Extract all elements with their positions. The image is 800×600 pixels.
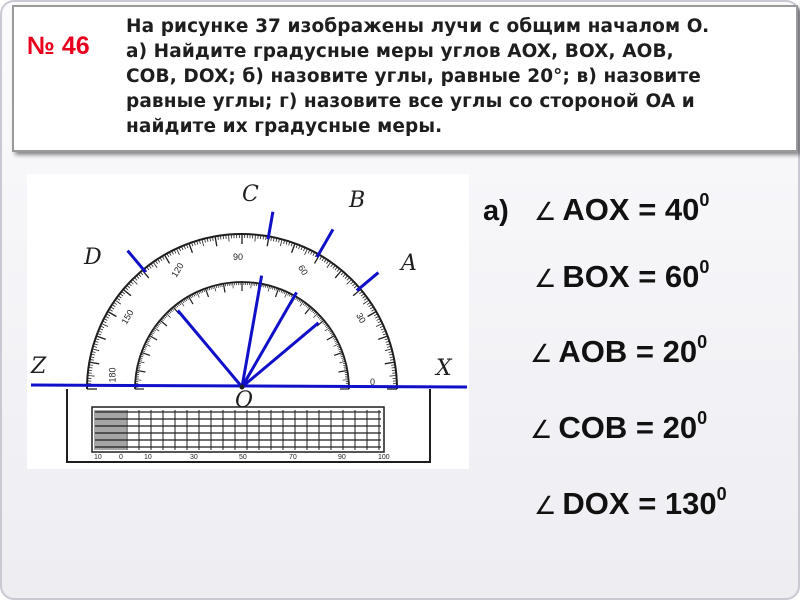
outer-tick	[351, 281, 354, 284]
label-c: C	[242, 182, 259, 207]
inner-tick	[312, 309, 314, 311]
protractor-drawing	[27, 174, 469, 469]
problem-text	[126, 14, 791, 139]
outer-tick	[112, 305, 115, 307]
outer-tick	[92, 349, 99, 351]
inner-tick	[314, 312, 316, 314]
problem-line-4: равные углы; г) назовите все углы со стороной OA и	[126, 91, 695, 112]
outer-tick	[367, 302, 370, 304]
problem-line-3: COB, DOX; б) назовите углы, равные 20°; в) назовите	[126, 66, 701, 87]
outer-tick	[149, 265, 151, 268]
outer-tick	[120, 294, 123, 296]
outer-tick	[361, 294, 364, 296]
label-x: X	[436, 356, 452, 381]
problem-line-2: а) Найдите градусные меры углов AOX, BOX, AOB,	[126, 41, 674, 62]
ruler-num-3: 10	[144, 454, 152, 461]
problem-line-5: найдите их градусные меры.	[126, 116, 443, 137]
outer-tick	[385, 349, 392, 351]
angle-icon: ∠	[530, 339, 553, 368]
label-d: D	[84, 245, 102, 270]
outer-tick	[263, 236, 264, 240]
problem-number: № 46	[27, 32, 90, 60]
outer-tick	[341, 272, 344, 275]
part-a-label: а)	[483, 195, 509, 227]
label-z: Z	[31, 354, 47, 379]
ruler-num-7: 90	[338, 454, 346, 461]
inner-tick	[320, 319, 322, 321]
outer-tick	[354, 285, 357, 288]
protractor-num-180: 180	[107, 367, 118, 383]
outer-tick	[331, 264, 333, 267]
problem-line-1: На рисунке 37 изображены лучи с общим началом O.	[126, 16, 710, 37]
outer-tick	[123, 289, 131, 295]
ray-d-inner	[178, 311, 242, 387]
label-b: B	[349, 188, 366, 213]
inner-tick	[317, 315, 319, 317]
outer-tick	[347, 278, 350, 281]
inner-tick	[318, 316, 320, 318]
outer-tick	[389, 375, 396, 376]
inner-tick	[168, 312, 170, 314]
outer-tick	[345, 276, 348, 279]
inner-tick	[161, 319, 163, 321]
outer-tick	[122, 291, 125, 294]
angle-icon: ∠	[534, 264, 557, 293]
outer-tick	[117, 298, 120, 300]
outer-tick	[176, 249, 179, 255]
outer-tick	[305, 249, 308, 255]
outer-tick	[113, 302, 116, 304]
answer-cob	[530, 408, 707, 446]
outer-tick	[136, 276, 139, 279]
ray-a-inner	[242, 323, 318, 387]
answer-text: BOX = 60	[562, 259, 700, 294]
outer-tick	[88, 375, 95, 376]
inner-tick	[223, 284, 225, 293]
outer-tick	[202, 239, 204, 246]
problem-box	[12, 5, 798, 152]
ruler-num-1: 10	[94, 454, 102, 461]
answer-text: AOB = 20	[558, 334, 698, 369]
angle-icon: ∠	[534, 197, 557, 226]
answer-dox	[534, 484, 727, 522]
inner-tick	[139, 361, 145, 363]
answer-text: AOX = 40	[562, 192, 700, 227]
inner-tick	[319, 317, 321, 319]
protractor-inner-arc	[135, 282, 349, 389]
outer-tick	[140, 272, 143, 275]
outer-tick	[131, 281, 134, 284]
degree-mark: 0	[716, 484, 727, 504]
inner-tick	[189, 296, 194, 304]
outer-tick	[337, 269, 340, 272]
answer-box	[534, 257, 709, 295]
outer-tick	[215, 236, 217, 246]
inner-tick	[162, 317, 164, 319]
inner-tick	[164, 316, 166, 318]
outer-tick	[363, 296, 366, 298]
outer-tick	[125, 287, 128, 290]
inner-tick	[233, 282, 234, 288]
outer-tick	[96, 336, 105, 339]
label-a: A	[401, 251, 417, 276]
inner-tick	[313, 311, 315, 313]
ruler-num-2: 0	[119, 454, 123, 461]
outer-tick	[138, 274, 141, 277]
ruler-num-6: 70	[289, 454, 297, 461]
baseline-zx	[31, 385, 467, 387]
outer-tick	[118, 296, 121, 298]
ray-d-outer	[128, 251, 146, 272]
inner-tick	[268, 286, 270, 292]
inner-tick	[251, 282, 252, 288]
inner-tick	[149, 336, 157, 341]
protractor-figure	[27, 174, 469, 469]
inner-tick	[165, 315, 167, 317]
protractor-num-90: 90	[233, 252, 244, 262]
ruler-num-8: 100	[378, 454, 390, 461]
outer-tick	[369, 305, 372, 307]
inner-tick	[170, 309, 172, 311]
protractor-num-120: 120	[169, 260, 186, 280]
ruler-scale-box	[92, 407, 384, 452]
inner-tick	[310, 308, 312, 310]
degree-mark: 0	[699, 190, 710, 210]
outer-tick	[189, 243, 192, 252]
outer-tick	[228, 235, 229, 242]
outer-tick	[127, 285, 130, 288]
inner-tick	[172, 308, 174, 310]
outer-tick	[352, 283, 355, 286]
outer-tick	[324, 259, 326, 262]
degree-mark: 0	[697, 408, 708, 428]
protractor-num-150: 150	[119, 307, 136, 327]
outer-tick	[102, 323, 108, 326]
outer-tick	[158, 259, 160, 262]
angle-icon: ∠	[530, 415, 553, 444]
ray-a-outer	[357, 273, 378, 291]
outer-tick	[151, 264, 153, 267]
answer-aob	[530, 332, 707, 370]
inner-tick	[135, 380, 141, 381]
ray-c-outer	[268, 212, 273, 240]
label-o: O	[235, 388, 254, 413]
answer-aox	[534, 190, 709, 228]
protractor-num-60: 60	[296, 263, 310, 277]
outer-tick	[129, 283, 132, 286]
outer-tick	[326, 260, 328, 263]
angle-icon: ∠	[534, 491, 557, 520]
outer-tick	[376, 323, 382, 326]
outer-tick	[335, 267, 337, 270]
inner-tick	[339, 370, 348, 372]
ray-b-outer	[317, 229, 333, 257]
outer-tick	[134, 278, 137, 281]
rays	[128, 212, 379, 387]
outer-tick	[364, 298, 367, 300]
answer-text: DOX = 130	[562, 486, 717, 521]
outer-tick	[385, 362, 395, 364]
outer-tick	[333, 265, 335, 268]
degree-mark: 0	[697, 332, 708, 352]
outer-tick	[147, 267, 149, 270]
inner-tick	[214, 286, 216, 292]
outer-tick	[89, 362, 99, 364]
outer-tick	[280, 239, 282, 246]
inner-tick	[137, 370, 146, 372]
outer-tick	[378, 336, 387, 339]
outer-tick	[335, 270, 341, 278]
inner-tick	[327, 336, 335, 341]
outer-tick	[220, 236, 221, 240]
outer-tick	[343, 274, 346, 277]
outer-tick	[292, 243, 295, 252]
degree-mark: 0	[699, 257, 710, 277]
outer-tick	[155, 260, 157, 263]
inner-tick	[340, 361, 346, 363]
protractor-num-30: 30	[354, 311, 368, 325]
inner-tick	[343, 380, 349, 381]
outer-tick	[359, 291, 362, 294]
protractor-num-0: 0	[370, 377, 376, 387]
outer-tick	[392, 367, 396, 368]
outer-tick	[89, 367, 93, 368]
ruler-num-5: 50	[239, 454, 247, 461]
ruler-num-4: 30	[190, 454, 198, 461]
answer-text: COB = 20	[558, 410, 698, 445]
inner-tick	[169, 311, 171, 313]
outer-tick	[255, 235, 256, 242]
